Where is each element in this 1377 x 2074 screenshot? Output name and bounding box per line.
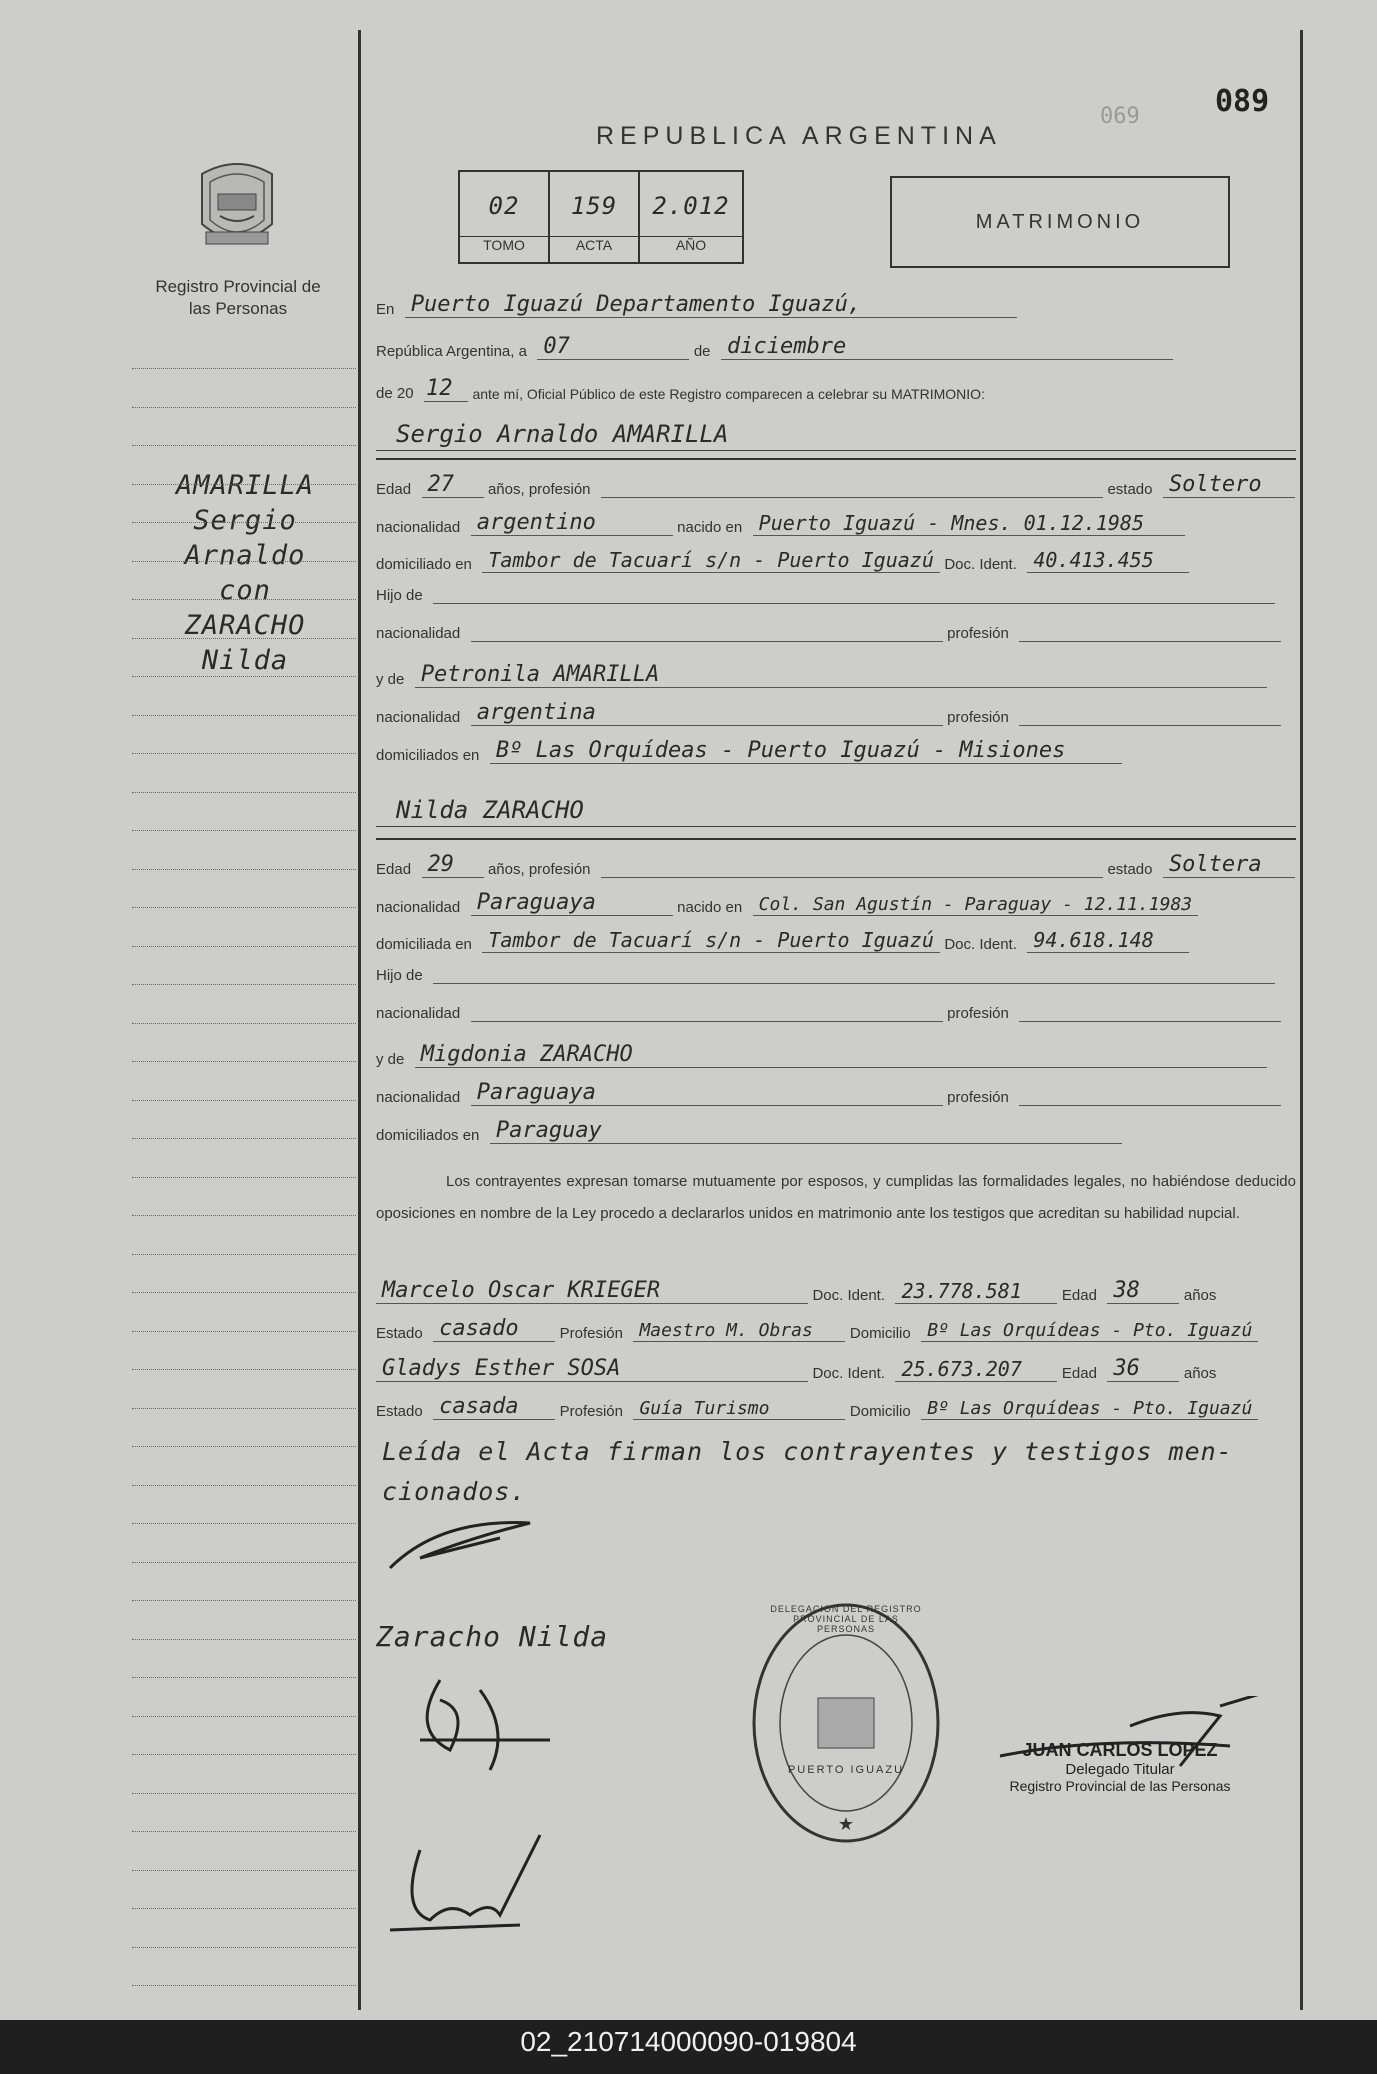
groom-birth: Puerto Iguazú - Mnes. 01.12.1985 [753, 511, 1185, 536]
witness2-age: 36 [1107, 1356, 1179, 1382]
marriage-year: 12 [424, 376, 468, 402]
registry-name: Registro Provincial de las Personas [155, 277, 321, 318]
domiciliada-label: domiciliada en [376, 936, 472, 953]
anio-value: 2.012 [652, 192, 730, 220]
en-label: En [376, 301, 395, 318]
groom-mother: Petronila AMARILLA [415, 662, 1267, 688]
groom-mother-nationality: argentina [471, 700, 943, 726]
domiciliado-label: domiciliado en [376, 556, 472, 573]
anio-label: AÑO [640, 236, 742, 261]
margin-note-line: Nilda [201, 645, 289, 676]
anos-label: años [1183, 1287, 1217, 1304]
bride-parents-address: Paraguay [490, 1118, 1122, 1144]
witness2-signature-icon [380, 1830, 560, 1950]
bride-mother-profession [1019, 1105, 1281, 1106]
margin-ruled-line [132, 907, 356, 908]
profesion-label: profesión [947, 709, 1009, 726]
margin-ruled-line [132, 1600, 356, 1601]
margin-ruled-line [132, 445, 356, 446]
groom-age: 27 [422, 472, 484, 498]
margin-ruled-line [132, 1177, 356, 1178]
domiciliados-label: domiciliados en [376, 1127, 480, 1144]
left-border-line [358, 30, 361, 2010]
acta-label: ACTA [550, 236, 638, 261]
margin-ruled-line [132, 869, 356, 870]
hijo-de-label: Hijo de [376, 967, 423, 984]
right-border-line [1300, 30, 1303, 2010]
anos-label: años [1183, 1365, 1217, 1382]
estado-label: Estado [376, 1325, 423, 1342]
margin-ruled-line [132, 1023, 356, 1024]
margin-note-line: AMARILLA [175, 470, 315, 501]
margin-ruled-line [132, 368, 356, 369]
nacionalidad-label: nacionalidad [376, 709, 461, 726]
groom-father-nationality [471, 641, 943, 642]
marriage-place: Puerto Iguazú Departamento Iguazú, [405, 292, 1017, 318]
stamp-text-container [746, 1598, 946, 1848]
bride-signature: Zaracho Nilda [376, 1620, 609, 1653]
official-signature-icon [980, 1696, 1280, 1796]
margin-ruled-line [132, 946, 356, 947]
margin-ruled-line [132, 1831, 356, 1832]
bride-birth: Col. San Agustín - Paraguay - 12.11.1983 [753, 894, 1198, 916]
margin-ruled-line [132, 1639, 356, 1640]
acta-value: 159 [570, 192, 618, 220]
margin-ruled-line [132, 561, 356, 562]
witness1-name: Marcelo Oscar KRIEGER [376, 1278, 808, 1304]
margin-ruled-line [132, 1523, 356, 1524]
margin-ruled-line [132, 638, 356, 639]
edad-label: Edad [1061, 1287, 1097, 1304]
profesion-label: Profesión [559, 1325, 623, 1342]
bride-profession [601, 877, 1103, 878]
marriage-day: 07 [537, 334, 689, 360]
estado-label: estado [1107, 861, 1153, 878]
domicilio-label: Domicilio [849, 1325, 911, 1342]
domicilio-label: Domicilio [849, 1403, 911, 1420]
margin-note-line: Sergio [193, 505, 297, 536]
tomo-value: 02 [488, 192, 520, 220]
act-type-box: MATRIMONIO [890, 176, 1230, 268]
estado-label: estado [1107, 481, 1153, 498]
witness1-profession: Maestro M. Obras [633, 1320, 845, 1342]
profesion-label: Profesión [559, 1403, 623, 1420]
nacionalidad-label: nacionalidad [376, 1005, 461, 1022]
margin-column [0, 0, 360, 2020]
folio-number: 089 [1215, 84, 1270, 119]
margin-ruled-line [132, 1985, 356, 1986]
estado-label: Estado [376, 1403, 423, 1420]
bride-father [433, 983, 1275, 984]
margin-ruled-line [132, 1061, 356, 1062]
tomo-label: TOMO [460, 236, 548, 261]
witness2-address: Bº Las Orquídeas - Pto. Iguazú [921, 1398, 1258, 1420]
closing-text [382, 1432, 1233, 1512]
bride-address: Tambor de Tacuarí s/n - Puerto Iguazú [482, 928, 940, 953]
groom-status: Soltero [1163, 472, 1295, 498]
profesion-label: profesión [947, 1005, 1009, 1022]
groom-name: Sergio Arnaldo AMARILLA [396, 420, 729, 448]
profesion-label: profesión [947, 625, 1009, 642]
nacido-label: nacido en [677, 519, 743, 536]
margin-ruled-line [132, 1138, 356, 1139]
margin-ruled-line [132, 1870, 356, 1871]
y-de-label: y de [376, 671, 405, 688]
edad-label: Edad [1061, 1365, 1097, 1382]
nacida-label: nacido en [677, 899, 743, 916]
domiciliados-label: domiciliados en [376, 747, 480, 764]
doc-label: Doc. Ident. [812, 1365, 885, 1382]
margin-ruled-line [132, 1485, 356, 1486]
margin-ruled-line [132, 522, 356, 523]
groom-profession [601, 497, 1103, 498]
anos-profesion-label: años, profesión [487, 861, 591, 878]
y-de-label: y de [376, 1051, 405, 1068]
folio-faint: 069 [1100, 104, 1140, 129]
bride-nationality: Paraguaya [471, 890, 673, 916]
witness2-profession: Guía Turismo [633, 1398, 845, 1420]
bride-name: Nilda ZARACHO [396, 796, 584, 824]
divider [376, 458, 1296, 460]
margin-ruled-line [132, 1947, 356, 1948]
doc-label: Doc. Ident. [944, 556, 1017, 573]
margin-ruled-line [132, 1408, 356, 1409]
margin-ruled-line [132, 407, 356, 408]
de-label: de [693, 343, 711, 360]
bride-doc: 94.618.148 [1027, 928, 1189, 953]
margin-ruled-line [132, 715, 356, 716]
margin-ruled-line [132, 984, 356, 985]
edad-label: Edad [376, 861, 412, 878]
groom-doc: 40.413.455 [1027, 548, 1189, 573]
profesion-label: profesión [947, 1089, 1009, 1106]
nacionalidad-label: nacionalidad [376, 1089, 461, 1106]
margin-note [140, 468, 350, 678]
official-name: JUAN CARLOS LOPEZ [1022, 1740, 1218, 1760]
stamp-center: PUERTO IGUAZU [787, 1764, 905, 1776]
bride-status: Soltera [1163, 852, 1295, 878]
witness1-status: casado [433, 1316, 555, 1342]
margin-ruled-line [132, 1716, 356, 1717]
margin-ruled-line [132, 1369, 356, 1370]
margin-ruled-line [132, 1215, 356, 1216]
margin-ruled-line [132, 753, 356, 754]
bride-father-profession [1019, 1021, 1281, 1022]
edad-label: Edad [376, 481, 412, 498]
groom-address: Tambor de Tacuarí s/n - Puerto Iguazú [482, 548, 940, 573]
footer-code: 02_210714000090-019804 [520, 2026, 857, 2057]
margin-ruled-line [132, 1100, 356, 1101]
anos-profesion-label: años, profesión [487, 481, 591, 498]
marriage-month: diciembre [721, 334, 1173, 360]
witness2-name: Gladys Esther SOSA [376, 1356, 808, 1382]
stamp-text: DELEGACION DEL REGISTRO PROVINCIAL DE LAS PERSONAS [770, 1604, 922, 1634]
margin-ruled-line [132, 676, 356, 677]
nacionalidad-label: nacionalidad [376, 625, 461, 642]
margin-note-line: ZARACHO [184, 610, 306, 641]
margin-ruled-line [132, 1793, 356, 1794]
margin-ruled-line [132, 1562, 356, 1563]
witness1-age: 38 [1107, 1278, 1179, 1304]
bride-age: 29 [422, 852, 484, 878]
witness1-signature-icon [380, 1670, 560, 1780]
nacionalidad-label: nacionalidad [376, 899, 461, 916]
bride-mother-nationality: Paraguaya [471, 1080, 943, 1106]
divider [376, 838, 1296, 840]
doc-label: Doc. Ident. [944, 936, 1017, 953]
margin-ruled-line [132, 1292, 356, 1293]
closing-line: Leída el Acta firman los contrayentes y testigos men- [382, 1437, 1233, 1466]
hijo-de-label: Hijo de [376, 587, 423, 604]
official-org: Registro Provincial de las Personas [1009, 1778, 1231, 1794]
svg-text:★: ★ [837, 1814, 855, 1834]
republic-label: República Argentina, a [376, 343, 527, 360]
province-seal-icon [192, 154, 282, 262]
margin-ruled-line [132, 1677, 356, 1678]
margin-note-line: con [219, 575, 271, 606]
groom-nationality: argentino [471, 510, 673, 536]
margin-ruled-line [132, 1254, 356, 1255]
doc-label: Doc. Ident. [812, 1287, 885, 1304]
margin-ruled-line [132, 1331, 356, 1332]
year-prefix: de 20 [376, 385, 414, 402]
act-number-box [458, 170, 744, 264]
margin-ruled-line [132, 1908, 356, 1909]
witness1-address: Bº Las Orquídeas - Pto. Iguazú [921, 1320, 1258, 1342]
margin-note-line: Arnaldo [184, 540, 306, 571]
margin-ruled-line [132, 792, 356, 793]
groom-father [433, 603, 1275, 604]
margin-ruled-line [132, 599, 356, 600]
witness2-status: casada [433, 1394, 555, 1420]
nacionalidad-label: nacionalidad [376, 519, 461, 536]
groom-mother-profession [1019, 725, 1281, 726]
groom-father-profession [1019, 641, 1281, 642]
margin-ruled-line [132, 484, 356, 485]
bride-father-nationality [471, 1021, 943, 1022]
groom-parents-address: Bº Las Orquídeas - Puerto Iguazú - Misiones [490, 738, 1122, 764]
closing-line: cionados. [382, 1477, 527, 1506]
witness2-doc: 25.673.207 [895, 1357, 1057, 1382]
margin-ruled-line [132, 830, 356, 831]
margin-ruled-line [132, 1754, 356, 1755]
country-title: REPUBLICA ARGENTINA [596, 122, 1002, 150]
witness1-doc: 23.778.581 [895, 1279, 1057, 1304]
declaration-text: Los contrayentes expresan tomarse mutuamente por esposos, y cumplidas las formalidades legales, no habiéndose deducido oposiciones en nombre de la Ley procedo a declararlos unidos en matrimonio ante los testigos que acreditan su habilidad nupcial. [376, 1173, 1296, 1222]
intro-statement: ante mí, Oficial Público de este Registro comparecen a celebrar su MATRIMONIO: [472, 386, 985, 402]
bride-mother: Migdonia ZARACHO [415, 1042, 1267, 1068]
official-role: Delegado Titular [1065, 1761, 1175, 1778]
groom-signature-icon [380, 1508, 550, 1578]
margin-ruled-line [132, 1446, 356, 1447]
